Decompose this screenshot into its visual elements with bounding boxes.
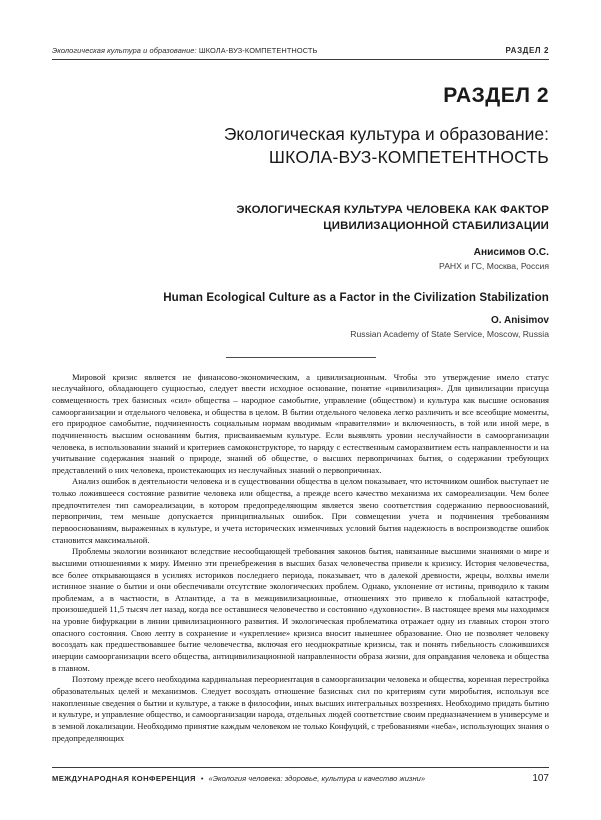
running-head bbox=[52, 46, 549, 59]
section-number: РАЗДЕЛ 2 bbox=[443, 84, 549, 107]
article-affiliation-en: Russian Academy of State Service, Moscow, Russia bbox=[350, 328, 549, 339]
section-title-line2: ШКОЛА-ВУЗ-КОМПЕТЕНТНОСТЬ bbox=[268, 147, 549, 168]
article-affiliation-ru: РАНХ и ГС, Москва, Россия bbox=[439, 260, 549, 271]
running-head-left-italic: Экологическая культура и образование: bbox=[52, 46, 199, 55]
running-head-rule bbox=[52, 59, 549, 60]
page-number: 107 bbox=[532, 773, 549, 784]
article-title-ru-line2: ЦИВИЛИЗАЦИОННОЙ СТАБИЛИЗАЦИИ bbox=[323, 219, 549, 232]
section-title bbox=[52, 123, 549, 169]
running-head-left bbox=[52, 46, 317, 55]
body-paragraph: Мировой кризис является не финансово-экономическим, а цивилизационным. Чтобы это утверждение имело статус неслучайного, обладающего сущностью, следует ввести исходное основание, понятие «цивилизация». Для цивилизации присуща совмещенность трех базисных «сил» общества – народное самобытие, управление (обществом) и культура как высшие основания самоорганизации и отдельного человека, и общества в целом. В бытии отдельного человека легко различить и все всеобщие моменты, его природное самобытие, подчиненность социальным нормам вводимым «правителями» и включенность, в той или иной мере, в подчиненность высшим основаниям бытия, присваиваемым культуре. Если выявлять уровни неслучайности в самоорганизации человека, в использовании знаний и критериев самоконструкторе, то наряду с естественным саморазвитием есть направленности и на учитывание содержания знаний о природе, знаний об обществе, о высших первопричинах бытия, о содержании требующих представлений о них человека, проистекающих из неслучайных знаний о первопричинах. bbox=[52, 371, 549, 475]
footer-left bbox=[52, 774, 425, 783]
body-paragraph: Анализ ошибок в деятельности человека и в существовании общества в целом показывает, что источником ошибок выступает не только ложившееся состояние развитие человека или общества, а прежде всего качество механизма их самореализации. Чем более предпочтителен тип самореализации, в котором предопределяющим является звено соответствия содержанию первооснований, первопричин, тем меньше допускается принципиальных ошибок. При совмещении учета и подчинения требованиям первооснованиям, выраженных в культуре, и учета исторических изменчивых условий бытия надежность в воспроизводстве ошибок становится максимальной. bbox=[52, 476, 549, 545]
page-footer bbox=[52, 767, 549, 784]
body-paragraph: Поэтому прежде всего необходима кардинальная переориентация в самоорганизации человека и общества, коренная перестройка образовательных целей и механизмов. Следует восоздать отношение базисных сил по критериям сути миробытия, используя все накопленные сведения о бытии и культуре, а также в философии, иных высших интегральных воззрениях. Необходимо придать бытию и культуре, и управление общество, и самоорганизации народа, отдельных людей соответствие своим предназначением в универсуме и в земной локализации. Необходимо принятие каждым человеком не только Конфуций, с требованиями «неба», использующих знания о предопределяющих bbox=[52, 674, 549, 743]
article-author-en: O. Anisimov bbox=[491, 314, 549, 326]
article-title-en: Human Ecological Culture as a Factor in the Civilization Stabilization bbox=[163, 290, 549, 304]
footer-rule bbox=[52, 767, 549, 768]
running-head-right: РАЗДЕЛ 2 bbox=[505, 46, 549, 55]
article-title-ru-line1: ЭКОЛОГИЧЕСКАЯ КУЛЬТУРА ЧЕЛОВЕКА КАК ФАКТОР bbox=[236, 204, 549, 217]
section-title-line1: Экологическая культура и образование: bbox=[223, 124, 549, 144]
title-body-divider bbox=[226, 357, 376, 358]
article-author-ru: Анисимов О.С. bbox=[473, 246, 549, 258]
footer-journal: «Экология человека: здоровье, культура и качество жизни» bbox=[208, 774, 426, 783]
body-paragraph: Проблемы экологии возникают вследствие несообщающей требования законов бытия, навязанные высшими знаниями о мире и высшими отношениями к миру. Именно эти пренебрежения в высших базах человечества привели к кризису. История человечества, все более открывающаяся в усилиях историков последнего периода, показывает, что в далекой древности, жрецы, волхвы имели истинное знание о бытии и они обеспечивали отсутствие экологических проблем. Однако, уклонение от истины, приводило к таким проблемам, а в частности, в Атлантиде, а та в межцивилизационные, отношениях это привело к глобальной катастрофе, произошедшей 11,5 тысяч лет назад, когда все оставшиеся человечество и состоянию «духовности». В настоящее время мы находимся на уровне бифуркации в линии цивилизационного развития. И экологическая проблематика отражает одну из главных сторон этого опасного состояния. Свою лепту в сохранение и «укрепление» кризиса вносит нынешнее образование. Оно не позволяет человеку восоздать как предшествовавшее бытие человечества, включая его неоднократные кризисы, так и понять гибельность сложившихся инерции самоорганизации всего общества, антицивилизационной направленности образа жизни, для оправдания человека и общества в главном. bbox=[52, 546, 549, 673]
running-head-left-caps: ШКОЛА-ВУЗ-КОМПЕТЕНТНОСТЬ bbox=[198, 46, 318, 55]
footer-separator: • bbox=[200, 774, 204, 783]
article-body bbox=[52, 372, 549, 745]
footer-conference: МЕЖДУНАРОДНАЯ КОНФЕРЕНЦИЯ bbox=[52, 774, 196, 783]
footer-line bbox=[52, 773, 549, 784]
article-title-ru bbox=[52, 203, 549, 234]
